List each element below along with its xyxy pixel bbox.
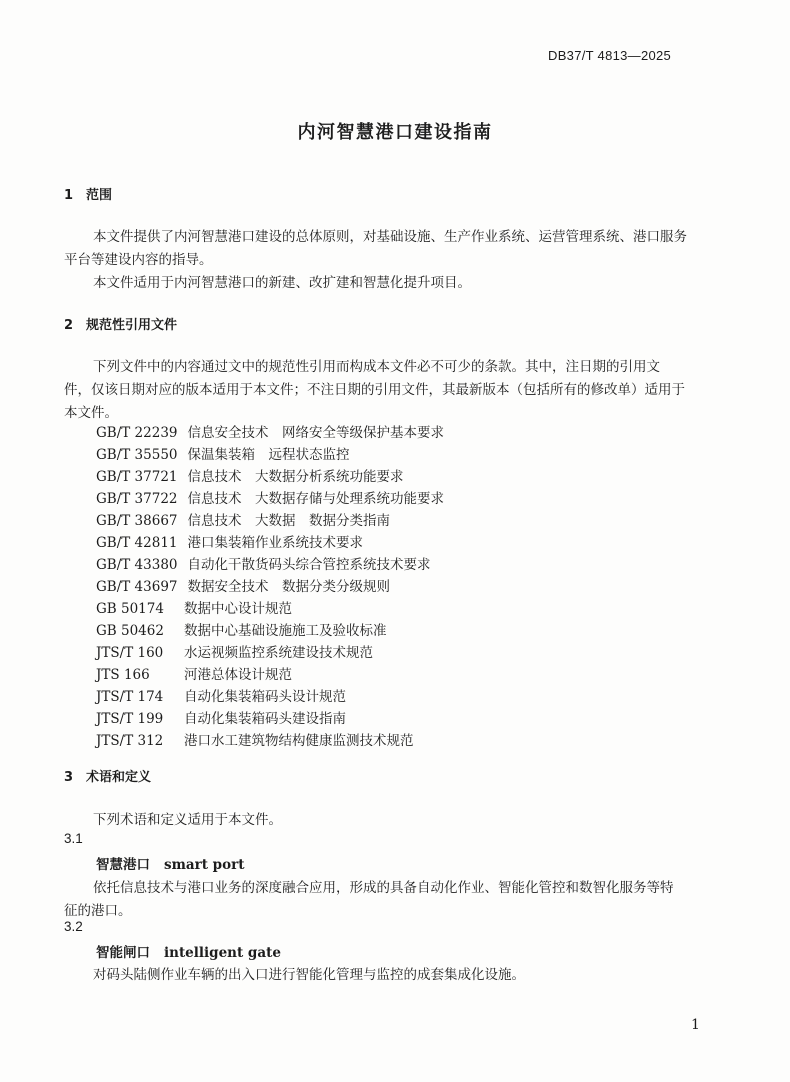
section-heading-terms [64, 766, 151, 785]
reference-item [96, 531, 363, 551]
reference-name: 自动化集装箱码头建设指南 [184, 711, 346, 727]
reference-item [96, 685, 346, 705]
reference-item [96, 443, 350, 463]
reference-code: JTS/T 199 [96, 711, 164, 727]
reference-code: JTS 166 [96, 667, 150, 683]
section-title: 规范性引用文件 [86, 318, 178, 333]
section-title: 范围 [86, 188, 113, 203]
reference-name: 河港总体设计规范 [184, 667, 292, 683]
reference-name: 自动化干散货码头综合管控系统技术要求 [187, 557, 431, 573]
reference-name: 保温集装箱 远程状态监控 [187, 447, 350, 463]
section-heading-normative [64, 314, 177, 333]
reference-code: GB 50174 [96, 601, 164, 617]
reference-item [96, 641, 373, 661]
reference-name: 港口水工建筑物结构健康监测技术规范 [184, 733, 414, 749]
reference-code: JTS/T 174 [96, 689, 164, 705]
term-definition-line: 征的港口。 [64, 903, 132, 919]
normative-intro-line: 下列文件中的内容通过文中的规范性引用而构成本文件必不可少的条款。其中，注日期的引用文 [93, 359, 660, 375]
document-number: DB37/T 4813—2025 [548, 48, 672, 63]
term-zh: 智慧港口 [96, 857, 150, 873]
reference-item [96, 421, 444, 441]
term-number: 3.2 [64, 919, 83, 934]
term-en: intelligent gate [164, 945, 281, 961]
scope-paragraph-line: 平台等建设内容的指导。 [64, 252, 213, 268]
term-entry [96, 941, 281, 961]
scope-paragraph: 本文件适用于内河智慧港口的新建、改扩建和智慧化提升项目。 [93, 275, 471, 291]
reference-name: 数据中心基础设施施工及验收标准 [184, 623, 387, 639]
reference-item [96, 575, 390, 595]
reference-code: JTS/T 160 [96, 645, 164, 661]
terms-intro: 下列术语和定义适用于本文件。 [93, 812, 282, 828]
reference-code: GB/T 43380 [96, 557, 178, 573]
reference-code: GB/T 22239 [96, 425, 178, 441]
reference-code: GB/T 43697 [96, 579, 178, 595]
term-number: 3.1 [64, 831, 83, 846]
term-en: smart port [164, 857, 245, 873]
page-number: 1 [691, 1017, 700, 1033]
reference-name: 港口集装箱作业系统技术要求 [187, 535, 363, 551]
reference-name: 信息技术 大数据 数据分类指南 [187, 513, 390, 529]
term-zh: 智能闸口 [96, 945, 150, 961]
reference-name: 数据安全技术 数据分类分级规则 [187, 579, 390, 595]
term-entry [96, 853, 244, 873]
reference-item [96, 487, 444, 507]
reference-code: JTS/T 312 [96, 733, 164, 749]
section-heading-scope [64, 184, 112, 203]
reference-item [96, 663, 292, 683]
reference-code: GB/T 37722 [96, 491, 178, 507]
section-number: 1 [64, 188, 74, 203]
reference-item [96, 465, 404, 485]
reference-name: 水运视频监控系统建设技术规范 [184, 645, 373, 661]
section-title: 术语和定义 [86, 770, 152, 785]
reference-item [96, 619, 387, 639]
normative-intro-line: 本文件。 [64, 405, 118, 421]
reference-item [96, 729, 414, 749]
term-definition-line: 依托信息技术与港口业务的深度融合应用，形成的具备自动化作业、智能化管控和数智化服务等特 [93, 880, 674, 896]
reference-name: 自动化集装箱码头设计规范 [184, 689, 346, 705]
section-number: 3 [64, 770, 74, 785]
reference-code: GB/T 38667 [96, 513, 178, 529]
reference-name: 数据中心设计规范 [184, 601, 292, 617]
reference-name: 信息技术 大数据存储与处理系统功能要求 [187, 491, 444, 507]
reference-code: GB/T 37721 [96, 469, 178, 485]
reference-code: GB/T 35550 [96, 447, 178, 463]
reference-name: 信息技术 大数据分析系统功能要求 [187, 469, 404, 485]
document-title: 内河智慧港口建设指南 [297, 122, 493, 143]
reference-code: GB/T 42811 [96, 535, 178, 551]
scope-paragraph-line: 本文件提供了内河智慧港口建设的总体原则，对基础设施、生产作业系统、运营管理系统、港口服务 [93, 229, 687, 245]
reference-code: GB 50462 [96, 623, 164, 639]
reference-item [96, 597, 292, 617]
reference-name: 信息安全技术 网络安全等级保护基本要求 [187, 425, 444, 441]
normative-intro-line: 件，仅该日期对应的版本适用于本文件；不注日期的引用文件，其最新版本（包括所有的修改单）适用于 [64, 382, 685, 398]
reference-item [96, 707, 346, 727]
reference-item [96, 553, 431, 573]
reference-item [96, 509, 390, 529]
term-definition-line: 对码头陆侧作业车辆的出入口进行智能化管理与监控的成套集成化设施。 [93, 967, 525, 983]
section-number: 2 [64, 318, 74, 333]
